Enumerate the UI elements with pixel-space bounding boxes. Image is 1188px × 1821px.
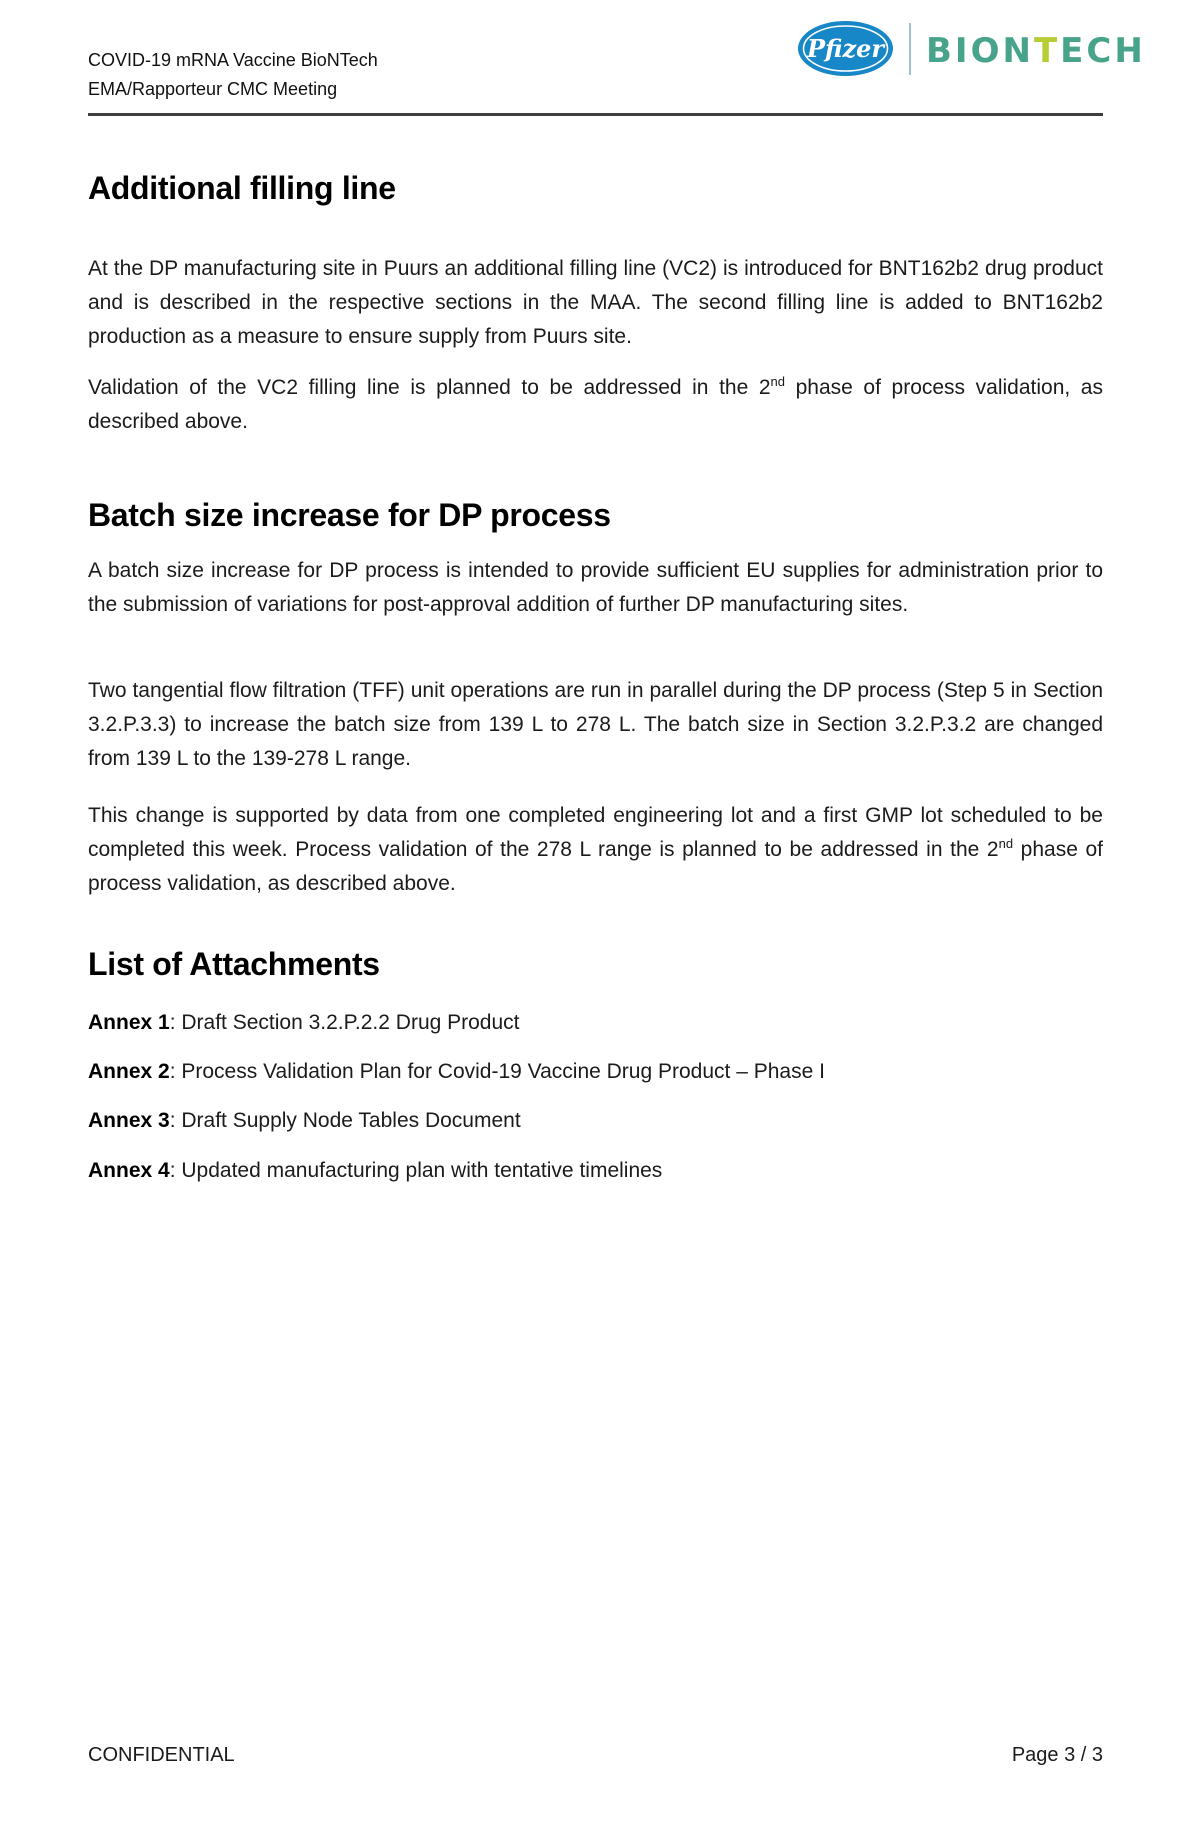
list-item-annex-1: [88, 1008, 1103, 1038]
list-item-annex-4: [88, 1156, 1103, 1186]
header-rule: [88, 113, 1103, 116]
annex-text: : Draft Supply Node Tables Document: [169, 1109, 521, 1132]
paragraph-text: phase of process validation, as described above.: [88, 376, 1103, 433]
paragraph-text: phase of process validation, as described above.: [88, 838, 1103, 895]
confidential-label: CONFIDENTIAL: [88, 1744, 235, 1766]
svg-text:BIONTECH: [926, 31, 1146, 71]
paragraph-filling-line-2: [88, 371, 1103, 439]
annex-text: : Process Validation Plan for Covid-19 Vaccine Drug Product – Phase I: [169, 1060, 825, 1083]
ordinal-superscript: nd: [770, 374, 786, 389]
biontech-logo-seg1: BIO: [926, 30, 1003, 71]
biontech-logo-seg2: N: [1002, 30, 1034, 71]
paragraph-text: Validation of the VC2 filling line is planned to be addressed in the 2: [88, 376, 771, 399]
paragraph-batch-size-3: [88, 799, 1103, 901]
pfizer-logo-text: Pfizer: [806, 34, 885, 63]
annex-text: : Draft Section 3.2.P.2.2 Drug Product: [169, 1011, 520, 1034]
section-heading-batch-size-increase: Batch size increase for DP process: [88, 497, 611, 533]
annex-label: Annex 3: [88, 1109, 170, 1132]
section-heading-additional-filling-line: Additional filling line: [88, 170, 396, 206]
logo-group: [797, 20, 1164, 77]
pfizer-logo-icon: [797, 20, 894, 77]
annex-label: Annex 4: [88, 1159, 170, 1182]
list-item-annex-3: [88, 1106, 1103, 1136]
ordinal-superscript: nd: [998, 836, 1014, 851]
paragraph-batch-size-2: Two tangential flow filtration (TFF) unit operations are run in parallel during the DP process (Step 5 in Section 3.2.P.3.3) to increase the batch size from 139 L to 278 L. The batch size in Section 3.2.P.3.2 are changed from 139 L to the 139-278 L range.: [88, 679, 1103, 770]
paragraph-batch-size-1: A batch size increase for DP process is intended to provide sufficient EU supplies for administration prior to the submission of variations for post-approval addition of further DP manufacturing sites.: [88, 559, 1103, 616]
annex-label: Annex 2: [88, 1060, 170, 1083]
paragraph-text: This change is supported by data from one completed engineering lot and a first GMP lot scheduled to be completed this week. Process validation of the 278 L range is planned to be addressed in the 2: [88, 804, 1103, 861]
annex-label: Annex 1: [88, 1011, 170, 1034]
biontech-logo-seg4: ECH: [1060, 30, 1146, 71]
page-number: Page 3 / 3: [1011, 1744, 1103, 1766]
list-item-annex-2: [88, 1057, 1103, 1087]
doc-title-line: COVID-19 mRNA Vaccine BioNTech: [88, 50, 378, 70]
annex-text: : Updated manufacturing plan with tentative timelines: [169, 1159, 663, 1182]
doc-subtitle-line: EMA/Rapporteur CMC Meeting: [88, 79, 338, 99]
document-footer: [88, 1744, 1103, 1767]
section-heading-list-of-attachments: List of Attachments: [88, 946, 380, 982]
biontech-logo-icon: [926, 23, 1164, 75]
biontech-logo-seg3: T: [1033, 30, 1061, 71]
paragraph-filling-line-1: At the DP manufacturing site in Puurs an additional filling line (VC2) is introduced for BNT162b2 drug product and is described in the respective sections in the MAA. The second filling line is added to BNT162b2 production as a measure to ensure supply from Puurs site.: [88, 257, 1103, 348]
logo-divider: [909, 23, 911, 75]
